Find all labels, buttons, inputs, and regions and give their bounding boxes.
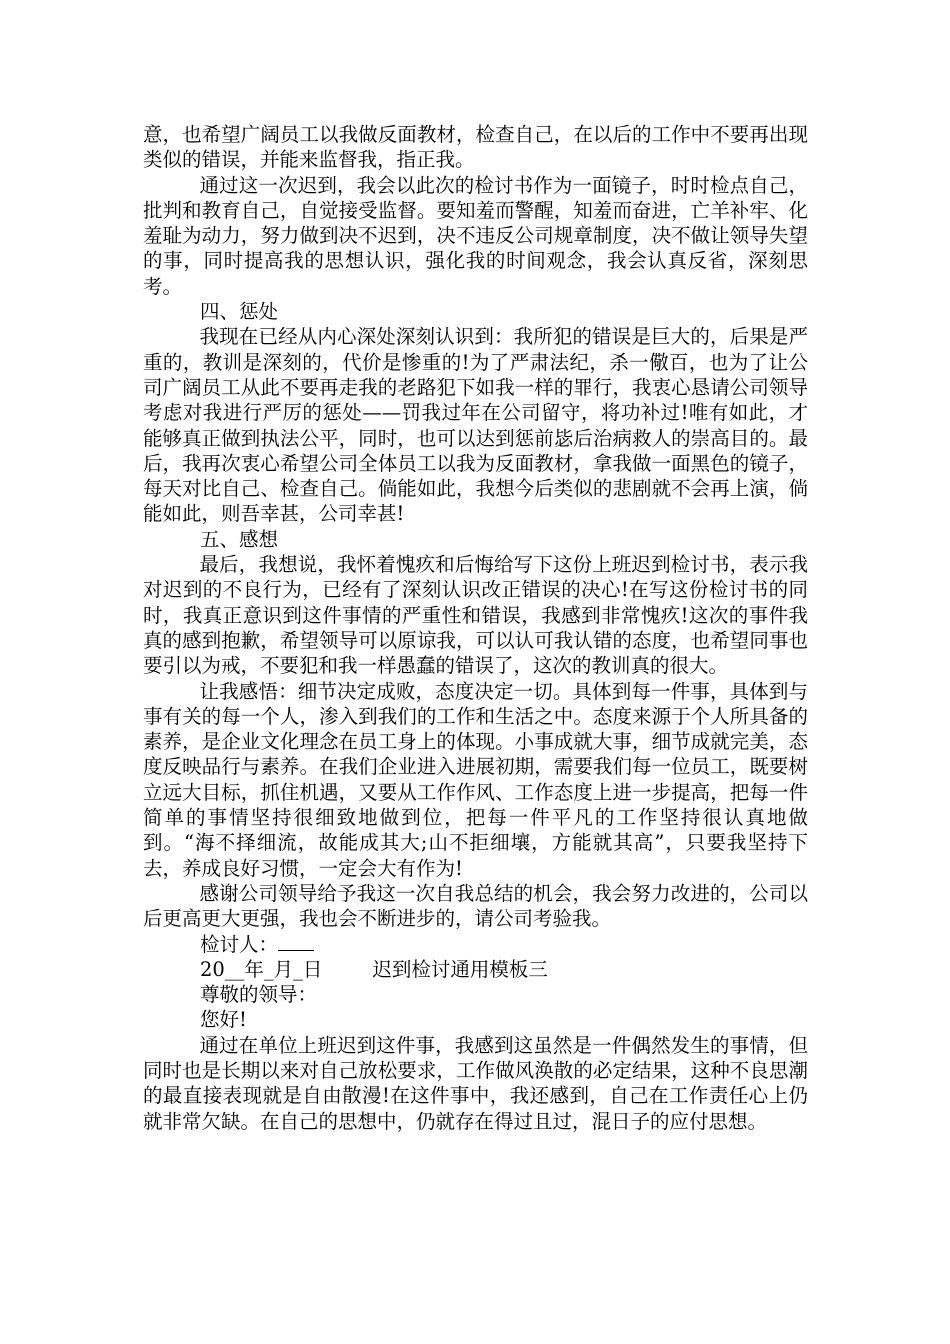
section-heading-reflection: 五、感想 (200, 527, 279, 551)
salutation: 尊敬的领导： (200, 983, 318, 1007)
signer-label: 检讨人： (200, 932, 279, 956)
paragraph-mirror: 通过这一次迟到，我会以此次的检讨书作为一面镜子，时时检点自己，批判和教育自己，自觉接受监督。要知羞而警醒，知羞而奋进，亡羊补牢、化羞耻为动力，努力做到决不迟到，决不违反公司规章制度，决不做让领导失望的事，同时提高我的思想认识，强化我的时间观念，我会认真反省，深刻思考。 (143, 173, 808, 298)
signer-line (143, 932, 808, 957)
signer-blank (278, 932, 314, 951)
paragraph-thanks: 感谢公司领导给予我这一次自我总结的机会，我会努力改进的，公司以后更高更大更强，我也会不断进步的，请公司考验我。 (143, 881, 808, 931)
document-body (143, 122, 808, 1134)
date-text: 20__年_月_日 (200, 957, 323, 981)
paragraph-insight: 让我感悟：细节决定成败，态度决定一切。具体到每一件事，具体到与事有关的每一个人，渗入到我们的工作和生活之中。态度来源于个人所具备的素养，是企业文化理念在员工身上的体现。小事成就大事，细节成就完美，态度反映品行与素养。在我们企业进入进展初期，需要我们每一位员工，既要树立远大目标，抓住机遇，又要从工作作风、工作态度上进一步提高，把每一件简单的事情坚持很细致地做到位，把每一件平凡的工作坚持很认真地做到。“海不择细流，故能成其大;山不拒细壤，方能就其高”，只要我坚持下去，养成良好习惯，一定会大有作为! (143, 679, 808, 880)
section-heading-punishment: 四、惩处 (200, 300, 279, 324)
paragraph-punishment: 我现在已经从内心深处深刻认识到：我所犯的错误是巨大的，后果是严重的，教训是深刻的，代价是惨重的!为了严肃法纪，杀一儆百，也为了让公司广阔员工从此不要再走我的老路犯下如我一样的罪行，我衷心恳请公司领导考虑对我进行严厉的惩处——罚我过年在公司留守，将功补过!唯有如此，才能够真正做到执法公平，同时，也可以达到惩前毖后治病救人的崇高目的。最后，我再次衷心希望公司全体员工以我为反面教材，拿我做一面黑色的镜子，每天对比自己、检查自己。倘能如此，我想今后类似的悲剧就不会再上演，倘能如此，则吾幸甚，公司幸甚! (143, 325, 808, 526)
paragraph-final: 通过在单位上班迟到这件事，我感到这虽然是一件偶然发生的事情，但同时也是长期以来对自己放松要求，工作做风涣散的必定结果，这种不良思潮的最直接表现就是自由散漫!在这件事中，我还感到，自己在工作责任心上仍就非常欠缺。在自己的思想中，仍就存在得过且过，混日子的应付思想。 (143, 1033, 808, 1133)
date-title-line (143, 957, 808, 982)
greeting: 您好! (200, 1008, 247, 1032)
paragraph-reflection: 最后，我想说，我怀着愧疚和后悔给写下这份上班迟到检讨书，表示我对迟到的不良行为，已经有了深刻认识改正错误的决心!在写这份检讨书的同时，我真正意识到这件事情的严重性和错误，我感到非常愧疚!这次的事件我真的感到抱歉，希望领导可以原谅我，可以认可我认错的态度，也希望同事也要引以为戒，不要犯和我一样愚蠢的错误了，这次的教训真的很大。 (143, 553, 808, 678)
paragraph-continuation: 意，也希望广阔员工以我做反面教材，检查自己，在以后的工作中不要再出现类似的错误，并能来监督我，指正我。 (143, 123, 808, 172)
next-template-title: 迟到检讨通用模板三 (372, 957, 548, 981)
